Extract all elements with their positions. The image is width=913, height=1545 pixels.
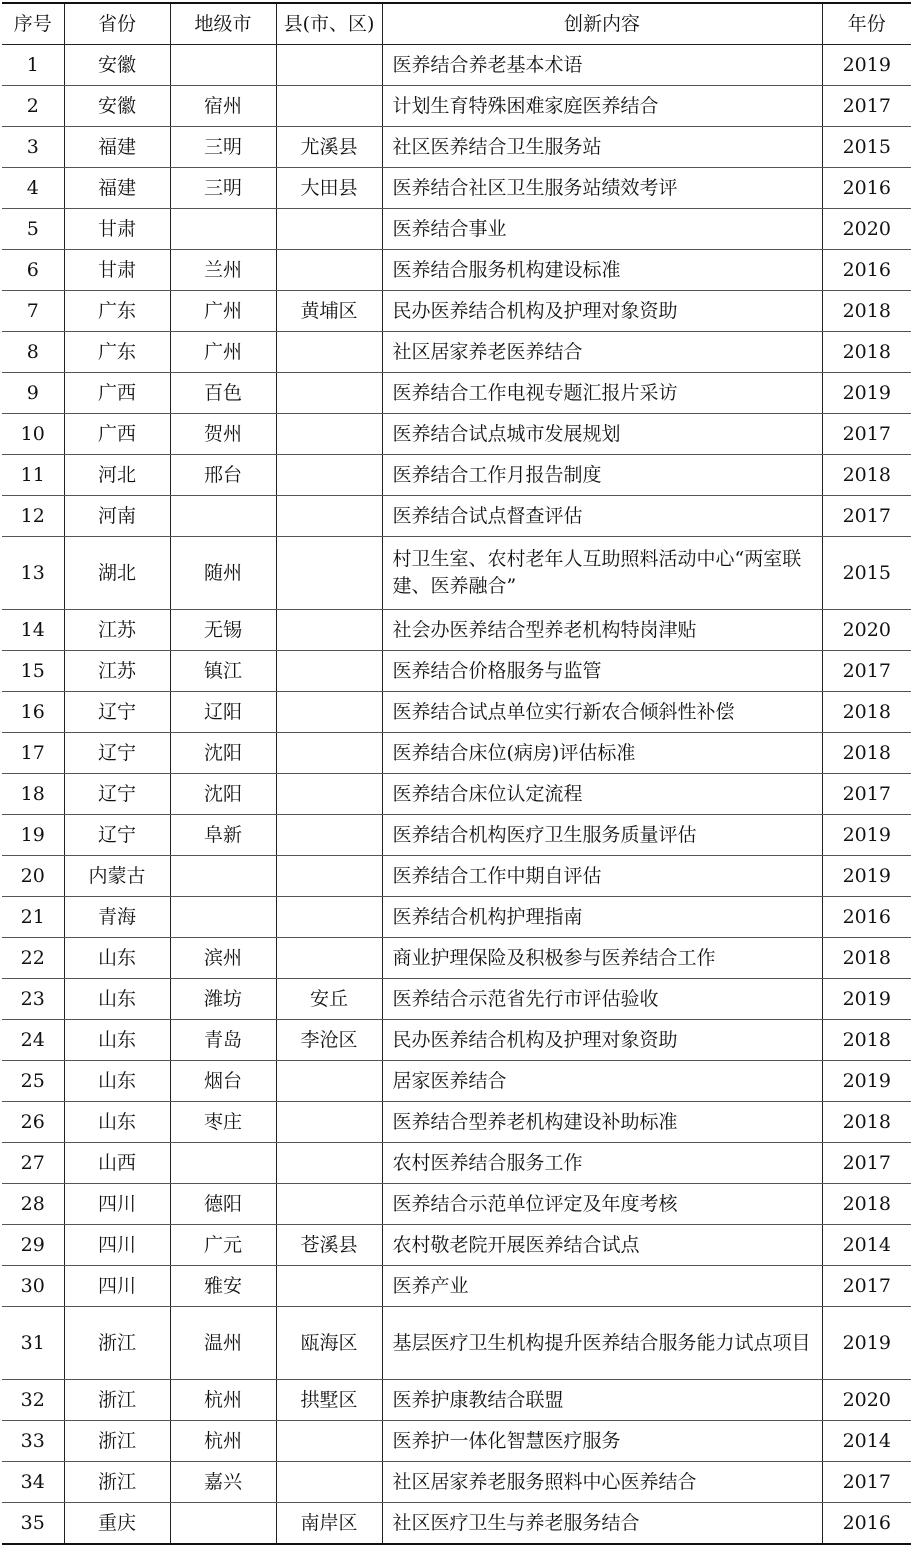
cell-content: 医养结合养老基本术语	[382, 45, 822, 86]
cell-index: 28	[2, 1184, 64, 1225]
cell-index: 13	[2, 537, 64, 610]
cell-county	[276, 856, 382, 897]
cell-content: 社区医养结合卫生服务站	[382, 127, 822, 168]
table-row	[2, 610, 911, 651]
cell-county	[276, 1061, 382, 1102]
cell-province: 重庆	[64, 1503, 170, 1545]
cell-city: 兰州	[170, 250, 276, 291]
table-row	[2, 45, 911, 86]
cell-county	[276, 1143, 382, 1184]
table-row	[2, 1266, 911, 1307]
cell-content: 村卫生室、农村老年人互助照料活动中心“两室联建、医养融合”	[382, 537, 822, 610]
table-row	[2, 86, 911, 127]
cell-index: 26	[2, 1102, 64, 1143]
cell-city: 广元	[170, 1225, 276, 1266]
cell-year: 2019	[822, 856, 911, 897]
table-row	[2, 692, 911, 733]
cell-city: 沈阳	[170, 733, 276, 774]
cell-province: 浙江	[64, 1307, 170, 1380]
table-row	[2, 127, 911, 168]
table-row	[2, 979, 911, 1020]
cell-index: 23	[2, 979, 64, 1020]
cell-year: 2017	[822, 651, 911, 692]
cell-county: 尤溪县	[276, 127, 382, 168]
cell-index: 15	[2, 651, 64, 692]
cell-province: 安徽	[64, 45, 170, 86]
cell-index: 25	[2, 1061, 64, 1102]
cell-content: 社区居家养老服务照料中心医养结合	[382, 1462, 822, 1503]
cell-index: 34	[2, 1462, 64, 1503]
cell-content: 医养结合示范省先行市评估验收	[382, 979, 822, 1020]
innovation-table	[2, 2, 911, 1545]
cell-content: 医养结合机构护理指南	[382, 897, 822, 938]
cell-city: 镇江	[170, 651, 276, 692]
cell-city	[170, 1143, 276, 1184]
cell-index: 22	[2, 938, 64, 979]
cell-index: 9	[2, 373, 64, 414]
cell-year: 2017	[822, 1143, 911, 1184]
table-row	[2, 856, 911, 897]
cell-content: 医养结合示范单位评定及年度考核	[382, 1184, 822, 1225]
cell-year: 2015	[822, 127, 911, 168]
cell-province: 辽宁	[64, 733, 170, 774]
cell-city: 嘉兴	[170, 1462, 276, 1503]
cell-year: 2017	[822, 1462, 911, 1503]
cell-city: 青岛	[170, 1020, 276, 1061]
cell-year: 2018	[822, 692, 911, 733]
cell-province: 山东	[64, 1061, 170, 1102]
table-row	[2, 1462, 911, 1503]
cell-content: 医养结合社区卫生服务站绩效考评	[382, 168, 822, 209]
cell-county	[276, 815, 382, 856]
cell-index: 1	[2, 45, 64, 86]
cell-city: 潍坊	[170, 979, 276, 1020]
cell-county: 李沧区	[276, 1020, 382, 1061]
cell-content: 医养护一体化智慧医疗服务	[382, 1421, 822, 1462]
cell-year: 2017	[822, 496, 911, 537]
cell-content: 医养结合床位(病房)评估标准	[382, 733, 822, 774]
cell-city: 无锡	[170, 610, 276, 651]
cell-year: 2018	[822, 1020, 911, 1061]
cell-year: 2015	[822, 537, 911, 610]
cell-city: 温州	[170, 1307, 276, 1380]
cell-year: 2019	[822, 815, 911, 856]
cell-city: 阜新	[170, 815, 276, 856]
table-row	[2, 897, 911, 938]
table-row	[2, 168, 911, 209]
cell-year: 2014	[822, 1421, 911, 1462]
cell-year: 2019	[822, 45, 911, 86]
cell-year: 2020	[822, 209, 911, 250]
cell-city	[170, 496, 276, 537]
cell-content: 商业护理保险及积极参与医养结合工作	[382, 938, 822, 979]
cell-year: 2016	[822, 168, 911, 209]
cell-index: 14	[2, 610, 64, 651]
cell-content: 医养结合工作中期自评估	[382, 856, 822, 897]
table-row	[2, 1061, 911, 1102]
cell-province: 四川	[64, 1184, 170, 1225]
cell-county	[276, 938, 382, 979]
cell-province: 广东	[64, 332, 170, 373]
cell-county	[276, 1421, 382, 1462]
cell-city: 德阳	[170, 1184, 276, 1225]
cell-county: 安丘	[276, 979, 382, 1020]
cell-county	[276, 86, 382, 127]
cell-county	[276, 651, 382, 692]
cell-county	[276, 414, 382, 455]
cell-content: 农村敬老院开展医养结合试点	[382, 1225, 822, 1266]
table-row	[2, 1143, 911, 1184]
cell-content: 医养结合试点督查评估	[382, 496, 822, 537]
cell-province: 四川	[64, 1266, 170, 1307]
cell-content: 医养结合事业	[382, 209, 822, 250]
cell-county	[276, 496, 382, 537]
cell-province: 山东	[64, 1020, 170, 1061]
cell-city: 随州	[170, 537, 276, 610]
cell-city	[170, 897, 276, 938]
cell-year: 2018	[822, 1102, 911, 1143]
cell-province: 广西	[64, 373, 170, 414]
cell-content: 农村医养结合服务工作	[382, 1143, 822, 1184]
cell-year: 2016	[822, 1503, 911, 1545]
cell-year: 2016	[822, 250, 911, 291]
cell-index: 29	[2, 1225, 64, 1266]
table-row	[2, 455, 911, 496]
table-row	[2, 938, 911, 979]
cell-year: 2018	[822, 1184, 911, 1225]
cell-county	[276, 733, 382, 774]
cell-index: 12	[2, 496, 64, 537]
cell-city	[170, 209, 276, 250]
cell-year: 2017	[822, 414, 911, 455]
cell-year: 2019	[822, 1061, 911, 1102]
cell-index: 33	[2, 1421, 64, 1462]
cell-province: 广东	[64, 291, 170, 332]
cell-city: 广州	[170, 291, 276, 332]
cell-province: 河南	[64, 496, 170, 537]
cell-content: 基层医疗卫生机构提升医养结合服务能力试点项目	[382, 1307, 822, 1380]
cell-province: 辽宁	[64, 815, 170, 856]
cell-county: 黄埔区	[276, 291, 382, 332]
table-row	[2, 537, 911, 610]
cell-province: 辽宁	[64, 774, 170, 815]
cell-index: 16	[2, 692, 64, 733]
table-body	[2, 45, 911, 1545]
cell-content: 医养结合机构医疗卫生服务质量评估	[382, 815, 822, 856]
cell-city: 贺州	[170, 414, 276, 455]
table-row	[2, 815, 911, 856]
cell-city	[170, 856, 276, 897]
cell-province: 浙江	[64, 1421, 170, 1462]
cell-index: 7	[2, 291, 64, 332]
cell-index: 20	[2, 856, 64, 897]
table-row	[2, 1421, 911, 1462]
table-row	[2, 1380, 911, 1421]
cell-province: 浙江	[64, 1380, 170, 1421]
cell-county	[276, 455, 382, 496]
table-header-row	[2, 3, 911, 45]
cell-content: 医养产业	[382, 1266, 822, 1307]
table-row	[2, 651, 911, 692]
cell-content: 医养结合服务机构建设标准	[382, 250, 822, 291]
cell-year: 2018	[822, 733, 911, 774]
cell-county	[276, 1184, 382, 1225]
cell-content: 医养结合试点单位实行新农合倾斜性补偿	[382, 692, 822, 733]
cell-year: 2018	[822, 455, 911, 496]
cell-index: 17	[2, 733, 64, 774]
cell-province: 甘肃	[64, 250, 170, 291]
cell-content: 计划生育特殊困难家庭医养结合	[382, 86, 822, 127]
cell-index: 31	[2, 1307, 64, 1380]
cell-index: 6	[2, 250, 64, 291]
cell-content: 医养结合价格服务与监管	[382, 651, 822, 692]
cell-year: 2014	[822, 1225, 911, 1266]
cell-county	[276, 1266, 382, 1307]
cell-province: 广西	[64, 414, 170, 455]
cell-province: 甘肃	[64, 209, 170, 250]
cell-index: 5	[2, 209, 64, 250]
cell-city: 广州	[170, 332, 276, 373]
table-row	[2, 1020, 911, 1061]
cell-city: 三明	[170, 127, 276, 168]
cell-province: 河北	[64, 455, 170, 496]
cell-province: 山东	[64, 979, 170, 1020]
cell-county	[276, 250, 382, 291]
cell-year: 2018	[822, 938, 911, 979]
cell-province: 青海	[64, 897, 170, 938]
cell-content: 医养结合工作电视专题汇报片采访	[382, 373, 822, 414]
header-city: 地级市	[170, 3, 276, 45]
cell-content: 社区医疗卫生与养老服务结合	[382, 1503, 822, 1545]
cell-year: 2019	[822, 1307, 911, 1380]
cell-year: 2019	[822, 373, 911, 414]
cell-city: 烟台	[170, 1061, 276, 1102]
cell-content: 医养结合型养老机构建设补助标准	[382, 1102, 822, 1143]
cell-city: 杭州	[170, 1421, 276, 1462]
table-row	[2, 1503, 911, 1545]
cell-city: 辽阳	[170, 692, 276, 733]
cell-county	[276, 692, 382, 733]
header-county: 县(市、区)	[276, 3, 382, 45]
cell-city: 滨州	[170, 938, 276, 979]
table-row	[2, 332, 911, 373]
cell-index: 30	[2, 1266, 64, 1307]
cell-province: 福建	[64, 168, 170, 209]
cell-city	[170, 1503, 276, 1545]
cell-province: 辽宁	[64, 692, 170, 733]
cell-year: 2020	[822, 1380, 911, 1421]
cell-content: 医养护康教结合联盟	[382, 1380, 822, 1421]
cell-province: 山西	[64, 1143, 170, 1184]
cell-index: 35	[2, 1503, 64, 1545]
cell-index: 27	[2, 1143, 64, 1184]
cell-city: 宿州	[170, 86, 276, 127]
table-row	[2, 373, 911, 414]
cell-province: 安徽	[64, 86, 170, 127]
header-year: 年份	[822, 3, 911, 45]
cell-province: 浙江	[64, 1462, 170, 1503]
table-row	[2, 496, 911, 537]
cell-index: 24	[2, 1020, 64, 1061]
cell-county	[276, 897, 382, 938]
table-row	[2, 1225, 911, 1266]
cell-city	[170, 45, 276, 86]
cell-index: 32	[2, 1380, 64, 1421]
table-row	[2, 250, 911, 291]
cell-content: 医养结合床位认定流程	[382, 774, 822, 815]
header-index: 序号	[2, 3, 64, 45]
cell-province: 福建	[64, 127, 170, 168]
cell-year: 2019	[822, 979, 911, 1020]
table-row	[2, 291, 911, 332]
cell-county	[276, 373, 382, 414]
cell-county: 大田县	[276, 168, 382, 209]
cell-content: 民办医养结合机构及护理对象资助	[382, 1020, 822, 1061]
cell-city: 邢台	[170, 455, 276, 496]
cell-county	[276, 1462, 382, 1503]
cell-county: 瓯海区	[276, 1307, 382, 1380]
cell-index: 8	[2, 332, 64, 373]
cell-county	[276, 332, 382, 373]
cell-county: 南岸区	[276, 1503, 382, 1545]
cell-county	[276, 610, 382, 651]
cell-index: 21	[2, 897, 64, 938]
table-row	[2, 414, 911, 455]
cell-province: 山东	[64, 1102, 170, 1143]
cell-county: 拱墅区	[276, 1380, 382, 1421]
cell-index: 10	[2, 414, 64, 455]
cell-year: 2017	[822, 774, 911, 815]
cell-city: 三明	[170, 168, 276, 209]
cell-province: 山东	[64, 938, 170, 979]
cell-province: 江苏	[64, 610, 170, 651]
cell-city: 杭州	[170, 1380, 276, 1421]
cell-province: 江苏	[64, 651, 170, 692]
cell-year: 2018	[822, 332, 911, 373]
cell-index: 3	[2, 127, 64, 168]
cell-index: 18	[2, 774, 64, 815]
cell-county	[276, 774, 382, 815]
cell-year: 2016	[822, 897, 911, 938]
cell-province: 湖北	[64, 537, 170, 610]
table-row	[2, 1307, 911, 1380]
cell-county	[276, 1102, 382, 1143]
cell-content: 医养结合试点城市发展规划	[382, 414, 822, 455]
cell-content: 民办医养结合机构及护理对象资助	[382, 291, 822, 332]
cell-index: 4	[2, 168, 64, 209]
cell-province: 四川	[64, 1225, 170, 1266]
table-row	[2, 1102, 911, 1143]
cell-city: 沈阳	[170, 774, 276, 815]
cell-county	[276, 209, 382, 250]
cell-city: 枣庄	[170, 1102, 276, 1143]
cell-city: 百色	[170, 373, 276, 414]
table-row	[2, 774, 911, 815]
cell-index: 2	[2, 86, 64, 127]
cell-county: 苍溪县	[276, 1225, 382, 1266]
cell-year: 2017	[822, 86, 911, 127]
cell-content: 居家医养结合	[382, 1061, 822, 1102]
header-content: 创新内容	[382, 3, 822, 45]
cell-year: 2020	[822, 610, 911, 651]
header-province: 省份	[64, 3, 170, 45]
cell-year: 2018	[822, 291, 911, 332]
table-row	[2, 1184, 911, 1225]
table-row	[2, 733, 911, 774]
cell-content: 社区居家养老医养结合	[382, 332, 822, 373]
table-row	[2, 209, 911, 250]
cell-index: 11	[2, 455, 64, 496]
cell-city: 雅安	[170, 1266, 276, 1307]
cell-year: 2017	[822, 1266, 911, 1307]
cell-index: 19	[2, 815, 64, 856]
cell-content: 社会办医养结合型养老机构特岗津贴	[382, 610, 822, 651]
cell-content: 医养结合工作月报告制度	[382, 455, 822, 496]
cell-county	[276, 45, 382, 86]
cell-county	[276, 537, 382, 610]
cell-province: 内蒙古	[64, 856, 170, 897]
